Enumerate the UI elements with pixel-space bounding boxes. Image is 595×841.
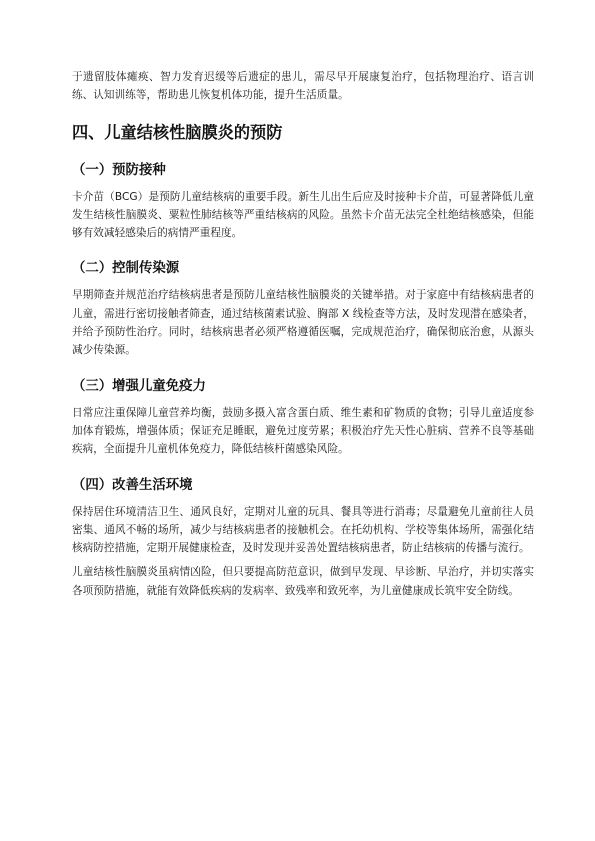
document-body xyxy=(72,68,534,600)
subsection-heading-environment: （四）改善生活环境 xyxy=(72,477,193,493)
infection-source-paragraph: 早期筛查并规范治疗结核病患者是预防儿童结核性脑膜炎的关键举措。对于家庭中有结核病患者的儿童，需进行密切接触者筛查，通过结核菌素试验、胸部 X 线检查等方法，及时发现潜在感染者，并给予预防性治疗。同时，结核病患者必须严格遵循医嘱，完成规范治疗，确保彻底治愈，从源头减少传染源。 xyxy=(72,289,534,357)
subsection-heading-infection-source: （二）控制传染源 xyxy=(72,261,180,277)
conclusion-paragraph: 儿童结核性脑膜炎虽病情凶险，但只要提高防范意识，做到早发现、早诊断、早治疗，并切实落实各项预防措施，就能有效降低疾病的发病率、致残率和致死率，为儿童健康成长筑牢安全防线。 xyxy=(72,566,534,597)
vaccination-paragraph: 卡介苗（BCG）是预防儿童结核病的重要手段。新生儿出生后应及时接种卡介苗，可显著降低儿童发生结核性脑膜炎、粟粒性肺结核等严重结核病的风险。虽然卡介苗无法完全杜绝结核感染，但能够有效减轻感染后的病情严重程度。 xyxy=(72,190,534,240)
section-heading: 四、儿童结核性脑膜炎的预防 xyxy=(72,122,283,142)
subsection-heading-immunity: （三）增强儿童免疫力 xyxy=(72,378,206,394)
environment-paragraph: 保持居住环境清洁卫生、通风良好，定期对儿童的玩具、餐具等进行消毒；尽量避免儿童前往人员密集、通风不畅的场所，减少与结核病患者的接触机会。在托幼机构、学校等集体场所，需强化结核病防控措施，定期开展健康检查，及时发现并妥善处置结核病患者，防止结核病的传播与流行。 xyxy=(72,505,534,555)
intro-paragraph: 于遗留肢体瘫痪、智力发育迟缓等后遗症的患儿，需尽早开展康复治疗，包括物理治疗、语言训练、认知训练等，帮助患儿恢复机体功能，提升生活质量。 xyxy=(72,71,534,102)
immunity-paragraph: 日常应注重保障儿童营养均衡，鼓励多摄入富含蛋白质、维生素和矿物质的食物；引导儿童适度参加体育锻炼，增强体质；保证充足睡眠，避免过度劳累；积极治疗先天性心脏病、营养不良等基础疾病，全面提升儿童机体免疫力，降低结核杆菌感染风险。 xyxy=(72,406,534,456)
subsection-heading-vaccination: （一）预防接种 xyxy=(72,162,166,178)
